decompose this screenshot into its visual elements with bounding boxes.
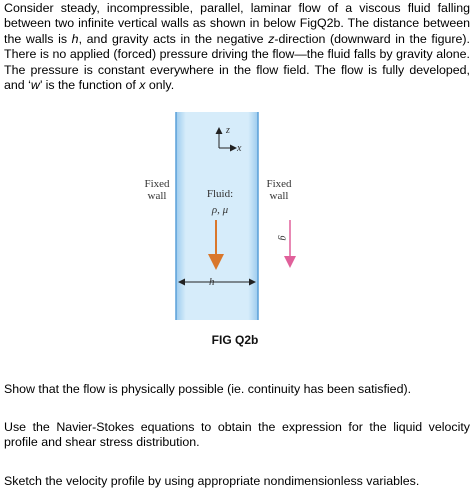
gravity-label: g xyxy=(277,235,289,241)
intro-text-2: , and gravity acts in the negative xyxy=(78,31,269,46)
x-axis-label: x xyxy=(237,143,242,154)
intro-text-1: Consider steady, incompressible, parallel, laminar flow of a viscous fluid falling between two infinite vertical walls as shown in below FigQ2b. The distance between the walls is xyxy=(4,1,470,46)
intro-var-h: h xyxy=(71,31,79,46)
figure-caption: FIG Q2b xyxy=(211,333,259,347)
question-sketch-profile: Sketch the velocity profile by using appropriate nondimensionless variables. xyxy=(4,474,420,488)
z-axis-label: z xyxy=(226,125,230,136)
intro-var-z: z xyxy=(268,31,275,46)
intro-text-5: only. xyxy=(145,78,175,93)
width-label: h xyxy=(209,276,215,288)
question-navier-stokes: Use the Navier-Stokes equations to obtain the expression for the liquid velocity profile and shear stress distribution. xyxy=(4,420,470,450)
intro-text-3: -direction (downward in the figure). There is no applied (forced) pressure driving the flow—the fluid falls by gravity alone. The pressure is constant everywhere in the flow field. The flow is fully developed, and ‘ xyxy=(4,31,470,93)
fluid-label: Fluid: xyxy=(206,188,234,200)
right-wall-label xyxy=(259,178,299,202)
fluid-properties-label: ρ, μ xyxy=(211,204,229,216)
question-continuity: Show that the flow is physically possible (ie. continuity has been satisfied). xyxy=(4,382,412,396)
intro-text-4: ’ is the function of xyxy=(39,78,140,93)
left-wall-label-text: Fixed wall xyxy=(144,178,170,202)
right-wall-label-text: Fixed wall xyxy=(266,178,292,202)
channel-fluid-region xyxy=(176,112,258,320)
intro-var-x: x xyxy=(139,78,146,93)
intro-var-w: w xyxy=(30,78,40,93)
left-wall-label xyxy=(137,178,177,202)
